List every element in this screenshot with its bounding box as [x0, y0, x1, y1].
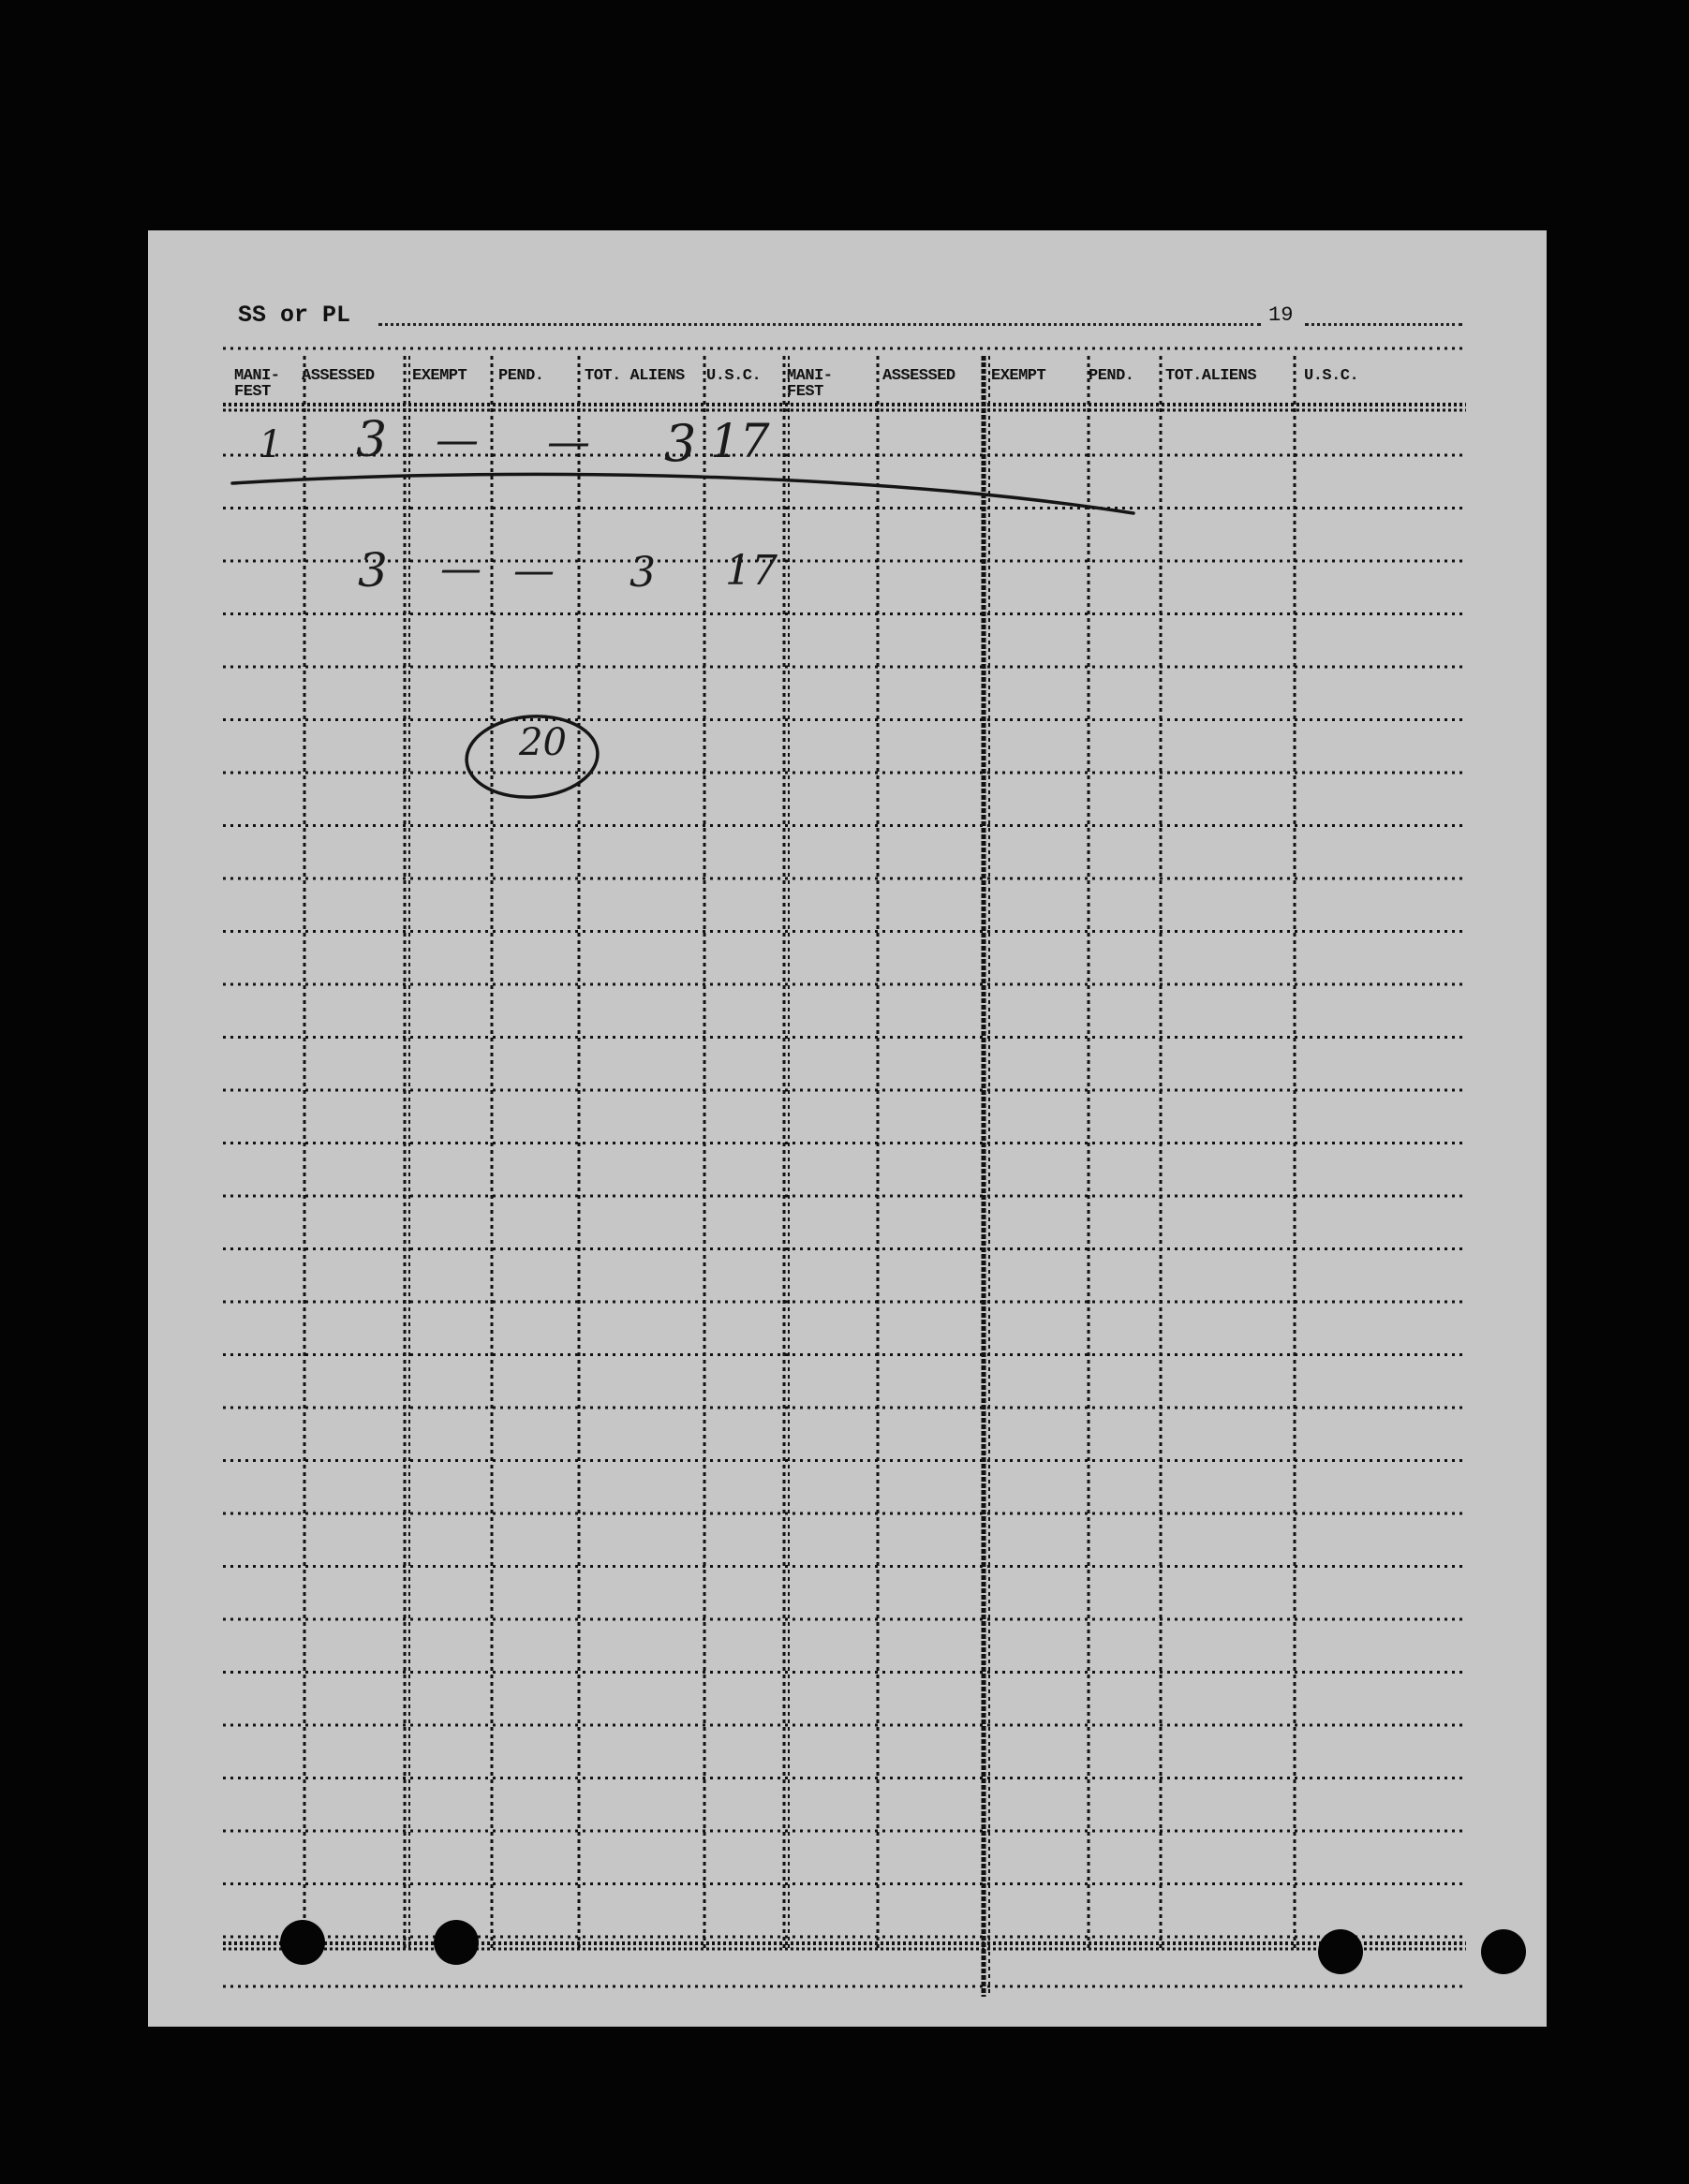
punch-hole [280, 1920, 325, 1965]
year-label: 19 [1268, 303, 1294, 327]
hw-row1-exempt: — [436, 414, 479, 465]
punch-hole [1481, 1929, 1526, 1974]
header-assessed-right: ASSESSED [882, 367, 956, 385]
hw-row1-manifest: 1 [259, 423, 283, 466]
hw-total-assessed: 3 [358, 543, 388, 598]
header-manifest-right: MANI- FEST [787, 367, 833, 401]
hw-circled-total: 20 [519, 721, 567, 764]
hw-row1-tot-aliens: 3 [664, 414, 697, 473]
ship-or-port-label: SS or PL [238, 302, 351, 329]
hw-row1-pend: — [547, 416, 590, 466]
header-exempt-right: EXEMPT [991, 367, 1046, 385]
header-assessed-left: ASSESSED [302, 367, 375, 385]
year-field[interactable] [1305, 323, 1462, 326]
punch-hole [1318, 1929, 1363, 1974]
hw-total-exempt: — [440, 545, 482, 593]
header-pend-left: PEND. [498, 367, 544, 385]
punch-hole [434, 1920, 479, 1965]
hw-total-usc: 17 [725, 547, 778, 595]
ship-or-port-field[interactable] [378, 323, 1261, 326]
header-usc-right: U.S.C. [1304, 367, 1359, 385]
header-tot-aliens-right: TOT.ALIENS [1165, 367, 1257, 385]
hw-row1-usc: 17 [710, 414, 770, 468]
header-pend-right: PEND. [1089, 367, 1134, 385]
header-manifest-left: MANI- FEST [234, 367, 280, 401]
header-usc-left: U.S.C. [706, 367, 762, 385]
hw-total-pend: — [513, 547, 555, 595]
header-tot-aliens-left: TOT. ALIENS [585, 367, 685, 385]
hw-total-tot-aliens: 3 [630, 549, 656, 597]
hw-row1-assessed: 3 [356, 412, 388, 468]
header-exempt-left: EXEMPT [412, 367, 467, 385]
